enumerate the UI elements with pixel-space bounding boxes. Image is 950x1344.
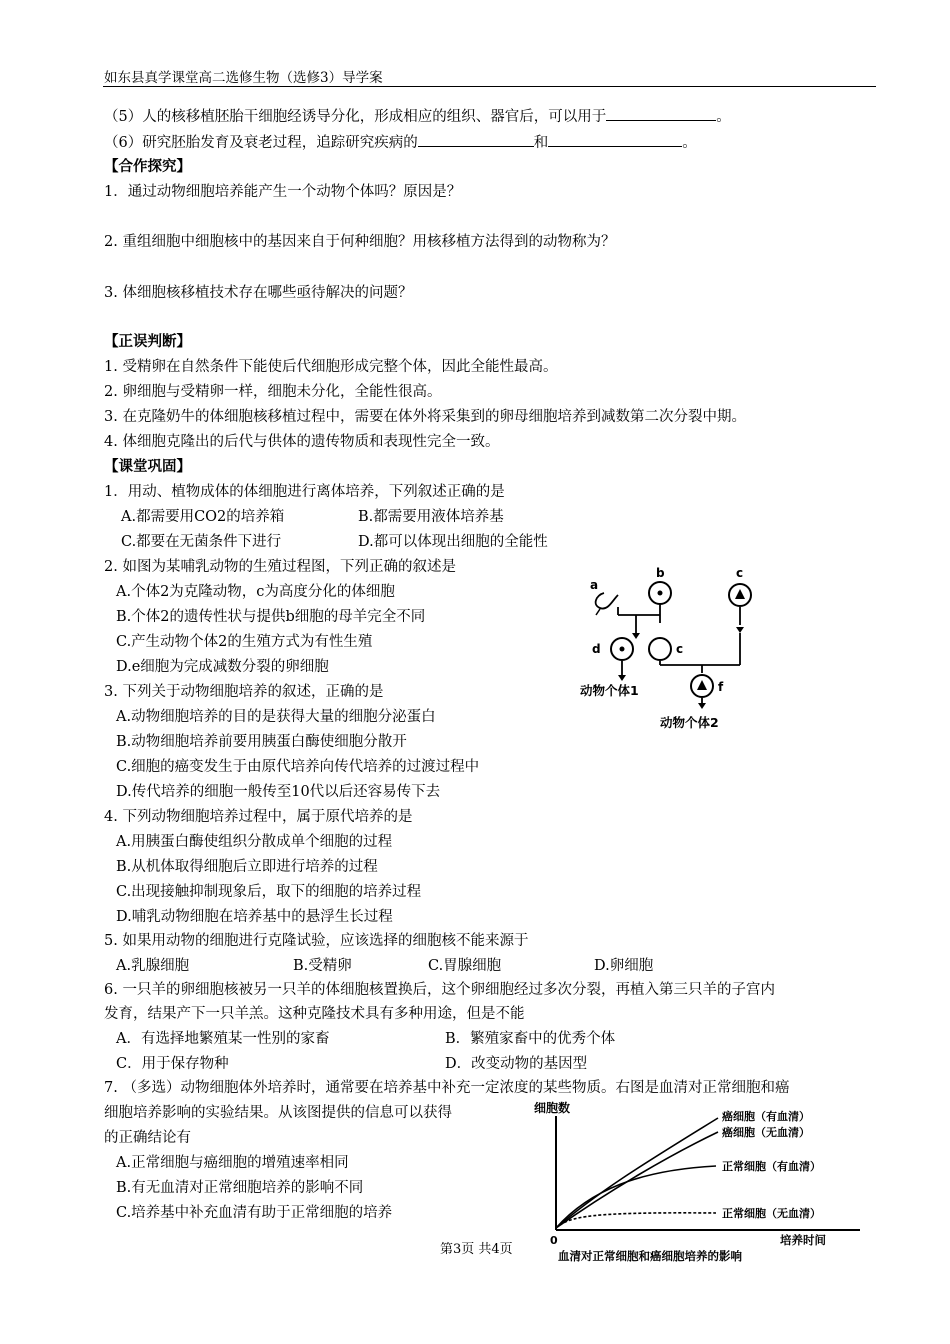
sperm-tail	[596, 609, 600, 615]
question-5: 5. 如果用动物的细胞进行克隆试验，应该选择的细胞核不能来源于	[104, 933, 529, 949]
option-2c: C.产生动物个体2的生殖方式为有性生殖	[116, 634, 373, 650]
option-7b: B.有无血清对正常细胞培养的影响不同	[116, 1180, 364, 1196]
label-b: b	[656, 566, 665, 580]
item-6-end: 。	[682, 135, 697, 151]
section-coop-title: 【合作探究】	[104, 158, 191, 175]
label-e: c	[676, 642, 684, 656]
option-6c: C．用于保存物种	[116, 1056, 229, 1072]
option-2d: D.e细胞为完成减数分裂的卵细胞	[116, 659, 329, 675]
chart-x-label: 培养时间	[780, 1233, 826, 1247]
series-label-cancer-no-serum: 癌细胞（无血清）	[722, 1126, 810, 1139]
page-header: 如东县真学课堂高二选修生物（选修3）导学案	[104, 70, 383, 86]
option-6a: A．有选择地繁殖某一性别的家畜	[116, 1031, 330, 1047]
chart-caption: 血清对正常细胞和癌细胞培养的影响	[558, 1249, 742, 1263]
question-4: 4. 下列动物细胞培养过程中，属于原代培养的是	[104, 809, 413, 825]
coop-q1: 1．通过动物细胞培养能产生一个动物个体吗？原因是？	[104, 184, 462, 200]
chart-y-label: 细胞数	[534, 1101, 571, 1115]
arrow-to-ind1	[618, 675, 626, 681]
judge-3: 3. 在克隆奶牛的体细胞核移植过程中，需要在体外将采集到的卵母细胞培养到减数第二次分裂中期。	[104, 409, 746, 425]
fill-blank[interactable]	[606, 106, 716, 121]
option-1d: D.都可以体现出细胞的全能性	[358, 534, 548, 550]
series-label-cancer-serum: 癌细胞（有血清）	[722, 1110, 810, 1123]
sperm-a-icon	[596, 593, 618, 609]
option-4a: A.用胰蛋白酶使组织分散成单个细胞的过程	[116, 834, 393, 850]
cell-d-nucleus	[620, 647, 625, 652]
option-7a: A.正常细胞与癌细胞的增殖速率相同	[116, 1155, 349, 1171]
question-7-line2: 细胞培养影响的实验结果。从该图提供的信息可以获得	[104, 1105, 452, 1121]
judge-4: 4. 体细胞克隆出的后代与供体的遗传物质和表现性完全一致。	[104, 434, 500, 450]
option-2b: B.个体2的遗传性状与提供b细胞的母羊完全不同	[116, 609, 426, 625]
item-5-end: 。	[716, 109, 731, 125]
page-footer: 第3页 共4页	[440, 1242, 513, 1257]
item-6	[104, 132, 697, 152]
judge-1: 1. 受精卵在自然条件下能使后代细胞形成完整个体，因此全能性最高。	[104, 359, 558, 375]
coop-q2: 2. 重组细胞中细胞核中的基因来自于何种细胞？用核移植方法得到的动物称为？	[104, 234, 616, 250]
arrow-to-d	[632, 633, 640, 639]
option-2a: A.个体2为克隆动物，c为高度分化的体细胞	[116, 584, 395, 600]
section-judge-title: 【正误判断】	[104, 333, 191, 350]
label-d: d	[592, 642, 601, 656]
cell-e-icon	[649, 638, 671, 660]
option-4c: C.出现接触抑制现象后，取下的细胞的培养过程	[116, 884, 422, 900]
option-5a: A.乳腺细胞	[116, 958, 190, 974]
question-1: 1．用动、植物成体的体细胞进行离体培养，下列叙述正确的是	[104, 484, 505, 500]
option-5d: D.卵细胞	[594, 958, 654, 974]
judge-2: 2. 卵细胞与受精卵一样，细胞未分化，全能性很高。	[104, 384, 442, 400]
section-consolidate-title: 【课堂巩固】	[104, 458, 191, 475]
option-1a: A.都需要用CO2的培养箱	[121, 509, 285, 525]
item-6-text-b: 和	[533, 135, 549, 151]
option-5b: B.受精卵	[293, 958, 352, 974]
option-3b: B.动物细胞培养前要用胰蛋白酶使细胞分散开	[116, 734, 407, 750]
option-3a: A.动物细胞培养的目的是获得大量的细胞分泌蛋白	[116, 709, 436, 725]
option-1b: B.都需要用液体培养基	[358, 509, 504, 525]
arrow-c-down	[736, 627, 744, 633]
item-5	[104, 106, 731, 126]
item-5-text: （5）人的核移植胚胎干细胞经诱导分化，形成相应的组织、器官后，可以用于	[104, 109, 607, 125]
option-3d: D.传代培养的细胞一般传至10代以后还容易传下去	[116, 784, 441, 800]
option-5c: C.胃腺细胞	[428, 958, 502, 974]
header-rule	[103, 86, 876, 87]
question-7-line1: 7. （多选）动物细胞体外培养时，通常要在培养基中补充一定浓度的某些物质。右图是血清对正常细胞和癌	[104, 1080, 790, 1096]
serum-effect-chart	[530, 1100, 870, 1268]
coop-q3: 3. 体细胞核移植技术存在哪些亟待解决的问题？	[104, 285, 413, 301]
question-6-line1: 6. 一只羊的卵细胞核被另一只羊的体细胞核置换后，这个卵细胞经过多次分裂，再植入第三只羊的子宫内	[104, 982, 775, 998]
question-6-line2: 发育，结果产下一只羊羔。这种克隆技术具有多种用途，但是不能	[104, 1006, 525, 1022]
question-7-line3: 的正确结论有	[104, 1130, 191, 1146]
question-3: 3. 下列关于动物细胞培养的叙述，正确的是	[104, 684, 384, 700]
option-1c: C.都要在无菌条件下进行	[121, 534, 282, 550]
option-7c: C.培养基中补充血清有助于正常细胞的培养	[116, 1205, 393, 1221]
arrow-to-ind2	[698, 703, 706, 709]
item-6-text-a: （6）研究胚胎发育及衰老过程，追踪研究疾病的	[104, 135, 418, 151]
option-6b: B．繁殖家畜中的优秀个体	[445, 1031, 616, 1047]
curve-normal-no-serum	[556, 1213, 716, 1228]
question-2: 2. 如图为某哺乳动物的生殖过程图，下列正确的叙述是	[104, 559, 456, 575]
chart-origin: 0	[550, 1234, 558, 1247]
fill-blank[interactable]	[548, 132, 682, 147]
option-6d: D．改变动物的基因型	[445, 1056, 588, 1072]
option-4d: D.哺乳动物细胞在培养基中的悬浮生长过程	[116, 909, 393, 925]
label-individual-1: 动物个体1	[580, 683, 639, 698]
label-a: a	[590, 578, 599, 592]
label-individual-2: 动物个体2	[660, 715, 719, 730]
cell-b-nucleus	[658, 591, 663, 596]
label-c: c	[736, 566, 744, 580]
series-label-normal-serum: 正常细胞（有血清）	[722, 1160, 821, 1173]
fill-blank[interactable]	[418, 132, 534, 147]
option-3c: C.细胞的癌变发生于由原代培养向传代培养的过渡过程中	[116, 759, 480, 775]
option-4b: B.从机体取得细胞后立即进行培养的过程	[116, 859, 378, 875]
reproduction-diagram	[578, 565, 788, 745]
label-f: f	[718, 680, 724, 694]
series-label-normal-no-serum: 正常细胞（无血清）	[722, 1207, 821, 1220]
